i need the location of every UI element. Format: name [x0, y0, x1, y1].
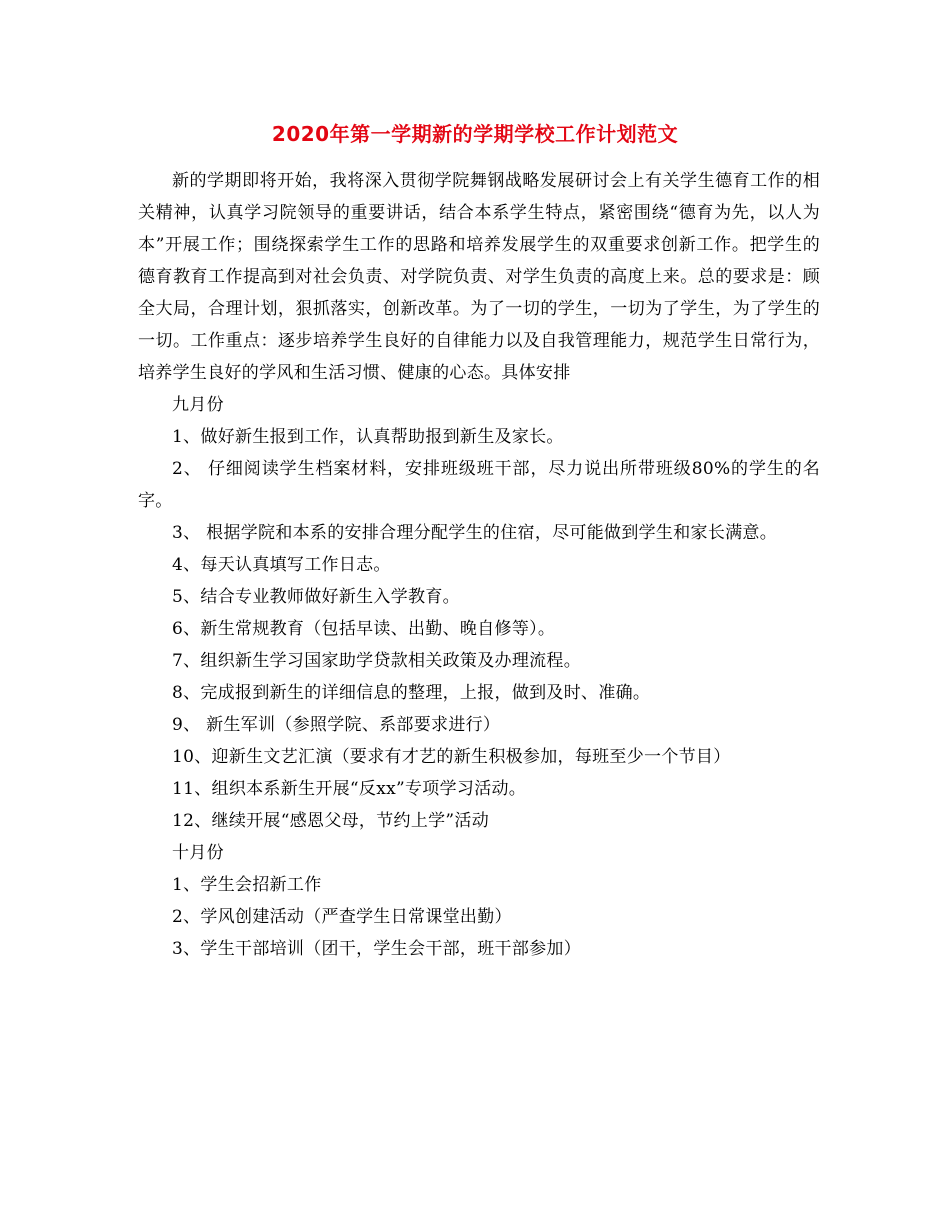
list-item: 4、每天认真填写工作日志。	[172, 555, 391, 575]
list-item: 2、 仔细阅读学生档案材料，安排班级班干部，尽力说出所带班级80%的学生的名字。	[138, 459, 820, 511]
list-item: 6、新生常规教育（包括早读、出勤、晚自修等）。	[172, 619, 556, 639]
intro-paragraph: 新的学期即将开始，我将深入贯彻学院舞钢战略发展研讨会上有关学生德育工作的相关精神，认真学习院领导的重要讲话，结合本系学生特点，紧密围绕“德育为先，以人为本”开展工作；围绕探索学生工作的思路和培养发展学生的双重要求创新工作。把学生的德育教育工作提高到对社会负责、对学院负责、对学生负责的高度上来。总的要求是：顾全大局，合理计划，狠抓落实，创新改革。为了一切的学生，一切为了学生，为了学生的一切。工作重点：逐步培养学生良好的自律能力以及自我管理能力，规范学生日常行为，培养学生良好的学风和生活习惯、健康的心态。具体安排	[138, 171, 820, 383]
list-item: 1、做好新生报到工作，认真帮助报到新生及家长。	[172, 427, 564, 447]
document-title: 2020年第一学期新的学期学校工作计划范文	[271, 122, 679, 146]
section-heading-september: 九月份	[172, 395, 224, 415]
list-item: 8、完成报到新生的详细信息的整理，上报，做到及时、准确。	[172, 683, 651, 703]
list-item: 10、迎新生文艺汇演（要求有才艺的新生积极参加，每班至少一个节目）	[172, 747, 731, 767]
list-item: 5、结合专业教师做好新生入学教育。	[172, 587, 460, 607]
list-item: 3、 根据学院和本系的安排合理分配学生的住宿，尽可能做到学生和家长满意。	[172, 523, 778, 543]
list-item: 1、学生会招新工作	[172, 875, 322, 895]
list-item: 11、组织本系新生开展“反xx”专项学习活动。	[172, 779, 527, 799]
list-item: 12、继续开展“感恩父母，节约上学”活动	[172, 811, 490, 831]
list-item: 9、 新生军训（参照学院、系部要求进行）	[172, 715, 501, 735]
list-item: 2、学风创建活动（严查学生日常课堂出勤）	[172, 907, 512, 927]
list-item: 7、组织新生学习国家助学贷款相关政策及办理流程。	[172, 651, 582, 671]
list-item: 3、学生干部培训（团干，学生会干部，班干部参加）	[172, 939, 582, 959]
document-body	[138, 165, 820, 965]
section-heading-october: 十月份	[172, 843, 224, 863]
